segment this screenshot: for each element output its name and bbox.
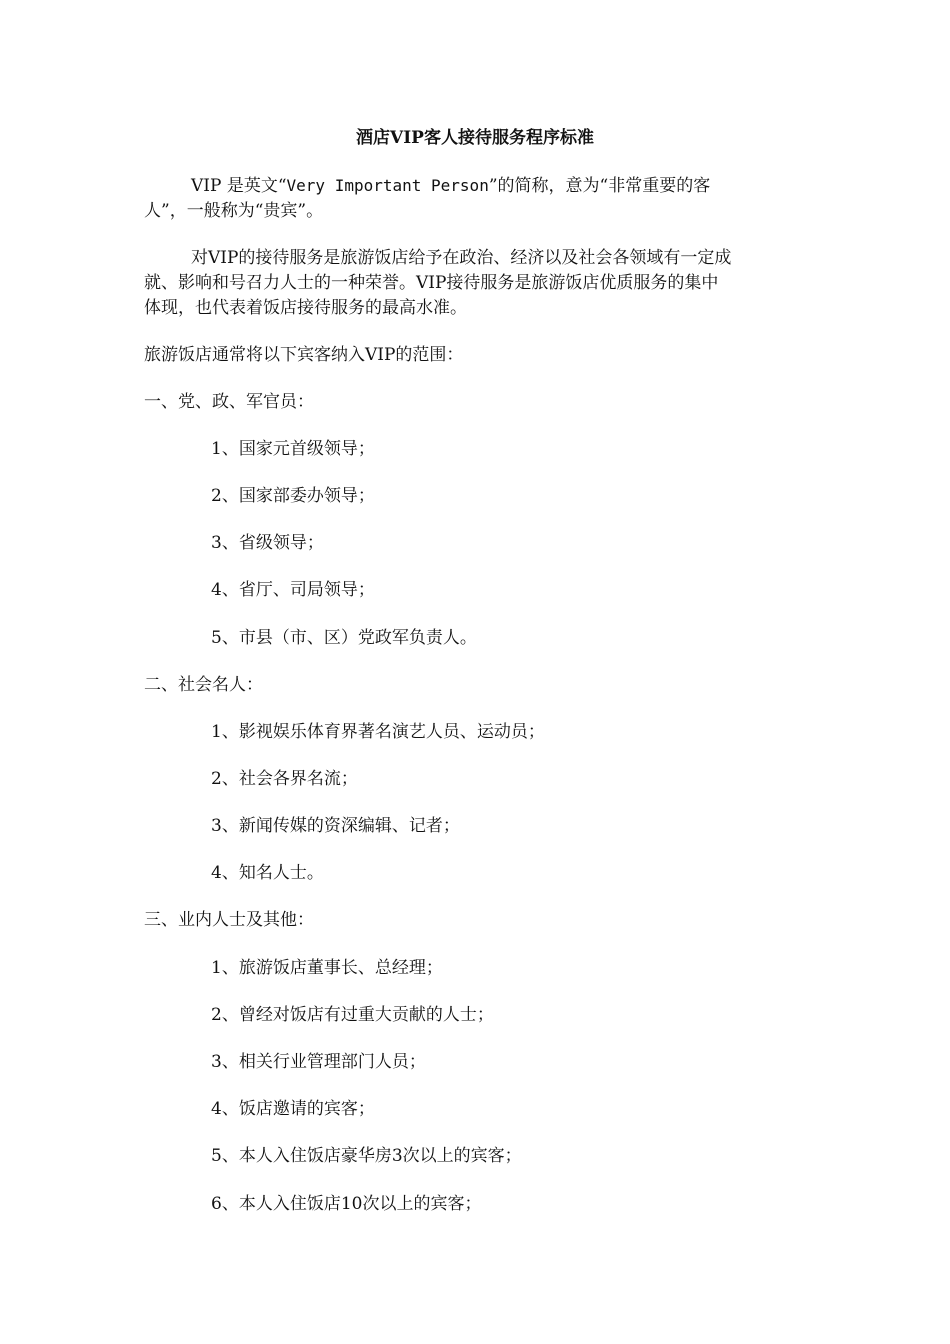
paragraph2-line-1: 对VIP的接待服务是旅游饭店给予在政治、经济以及社会各领域有一定成 xyxy=(191,248,732,268)
list-item: 4、知名人士。 xyxy=(211,863,324,883)
intro-line-1-prefix: VIP 是英文“ xyxy=(191,176,287,196)
list-item: 1、影视娱乐体育界著名演艺人员、运动员； xyxy=(211,722,545,742)
list-item: 2、社会各界名流； xyxy=(211,769,358,789)
list-item: 2、曾经对饭店有过重大贡献的人士； xyxy=(211,1005,494,1025)
section-heading: 三、业内人士及其他： xyxy=(144,910,314,930)
intro-line-1 xyxy=(191,174,710,198)
list-item: 1、旅游饭店董事长、总经理； xyxy=(211,958,443,978)
scope-intro: 旅游饭店通常将以下宾客纳入VIP的范围： xyxy=(144,345,464,365)
paragraph2-line-2: 就、影响和号召力人士的一种荣誉。VIP接待服务是旅游饭店优质服务的集中 xyxy=(144,273,719,293)
list-item: 3、新闻传媒的资深编辑、记者； xyxy=(211,816,460,836)
section-heading: 二、社会名人： xyxy=(144,675,263,695)
intro-line-1-suffix: ”的简称，意为“非常重要的客 xyxy=(488,176,711,196)
list-item: 3、省级领导； xyxy=(211,533,324,553)
list-item: 4、饭店邀请的宾客； xyxy=(211,1099,375,1119)
paragraph2-line-3: 体现，也代表着饭店接待服务的最高水准。 xyxy=(144,298,467,318)
section-heading: 一、党、政、军官员： xyxy=(144,392,314,412)
intro-line-1-english: Very Important Person xyxy=(286,176,489,195)
list-item: 2、国家部委办领导； xyxy=(211,486,375,506)
list-item: 6、本人入住饭店10次以上的宾客； xyxy=(211,1194,482,1214)
intro-line-2: 人”，一般称为“贵宾”。 xyxy=(144,201,324,221)
list-item: 4、省厅、司局领导； xyxy=(211,580,375,600)
list-item: 3、相关行业管理部门人员； xyxy=(211,1052,426,1072)
list-item: 1、国家元首级领导； xyxy=(211,439,375,459)
document-title: 酒店VIP客人接待服务程序标准 xyxy=(356,128,594,148)
list-item: 5、本人入住饭店豪华房3次以上的宾客； xyxy=(211,1146,522,1166)
list-item: 5、市县（市、区）党政军负责人。 xyxy=(211,628,477,648)
